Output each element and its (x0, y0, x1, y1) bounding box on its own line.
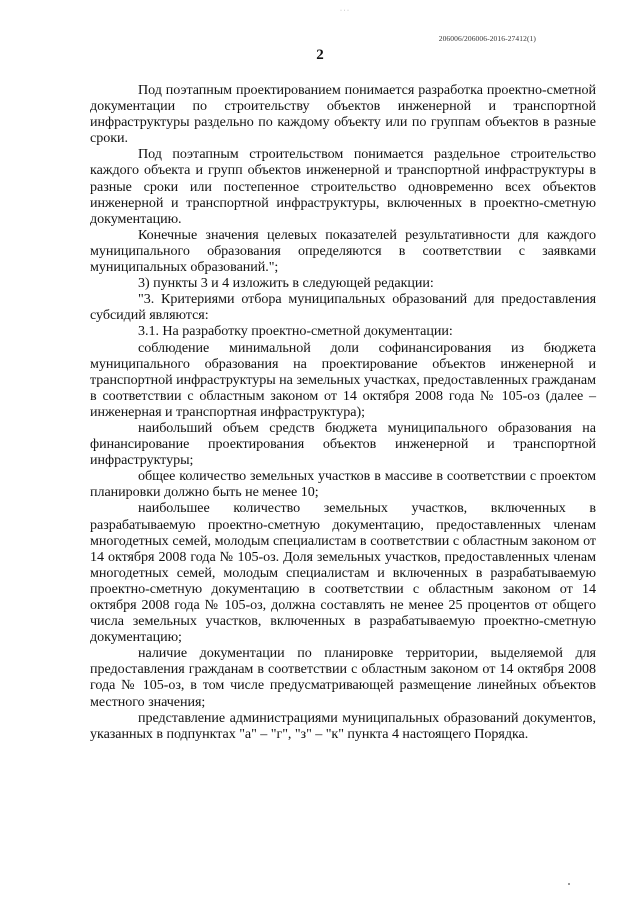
paragraph-staged-construction-definition: Под поэтапным строительством понимается раздельное строительство каждого объекта и групп объектов инженерной и транспортной инфраструктуры в разные сроки или постепенное строительство одновременно всех объектов инженерной и транспортной инфраструктуры, включенных в проектно-сметную документацию. (90, 146, 596, 227)
paragraph-staged-design-definition: Под поэтапным проектированием понимается разработка проектно-сметной документации по строительству объектов инженерной и транспортной инфраструктуры раздельно по каждому объекту или по группам объектов в разные сроки. (90, 82, 596, 147)
paragraph-criterion-plot-count: общее количество земельных участков в массиве в соответствии с проектом планировки должно быть не менее 10; (90, 468, 596, 501)
paragraph-amendment-clause: 3) пункты 3 и 4 изложить в следующей редакции: (138, 275, 434, 292)
paragraph-criterion-planning-docs: наличие документации по планировке территории, выделяемой для предоставления гражданам в соответствии с областным законом от 14 октября 2008 года № 105-оз, в том числе предусматривающей размещение линейных объектов местного значения; (90, 645, 596, 710)
body-text (90, 82, 596, 742)
paragraph-criterion-large-families: наибольшее количество земельных участков, включенных в разрабатываемую проектно-сметную документацию, предоставленных членам многодетных семей, молодым специалистам в соответствии с областным законом от 14 октября 2008 года № 105-оз. Доля земельных участков, предоставленных членам многодетных семей, молодым специалистам и включенных в разрабатываемую проектно-сметную документацию в соответствии с областным законом от 14 октября 2008 года № 105-оз, должна составлять не менее 25 процентов от общего числа земельных участков, включенных в разрабатываемую проектно-сметную документацию; (90, 500, 596, 646)
paragraph-selection-criteria: "3. Критериями отбора муниципальных образований для предоставления субсидий являются: (90, 291, 596, 324)
scan-artifact: · · · (340, 8, 349, 14)
paragraph-target-values: Конечные значения целевых показателей результативности для каждого муниципального образования определяются в соответствии с заявками муниципальных образований."; (90, 226, 596, 276)
page-number: 2 (316, 47, 324, 63)
document-id: 206006/206006-2016-27412(1) (438, 34, 536, 43)
paragraph-criterion-cofinancing: соблюдение минимальной доли софинансирования из бюджета муниципального образования на проектирование объектов инженерной и транспортной инфраструктуры на земельных участках, предоставленных гражданам в соответствии с областным законом от 14 октября 2008 года № 105-оз (далее – инженерная и транспортная инфраструктура); (90, 339, 596, 420)
scan-artifact-dot (568, 883, 570, 885)
paragraph-criterion-budget-volume: наибольший объем средств бюджета муниципального образования на финансирование проектирования объектов инженерной и транспортной инфраструктуры; (90, 419, 596, 469)
paragraph-criterion-documents-submitted: представление администрациями муниципальных образований документов, указанных в подпунктах "а" – "г", "з" – "к" пункта 4 настоящего Порядка. (90, 709, 596, 742)
paragraph-subsection-3-1: 3.1. На разработку проектно-сметной документации: (138, 323, 453, 340)
